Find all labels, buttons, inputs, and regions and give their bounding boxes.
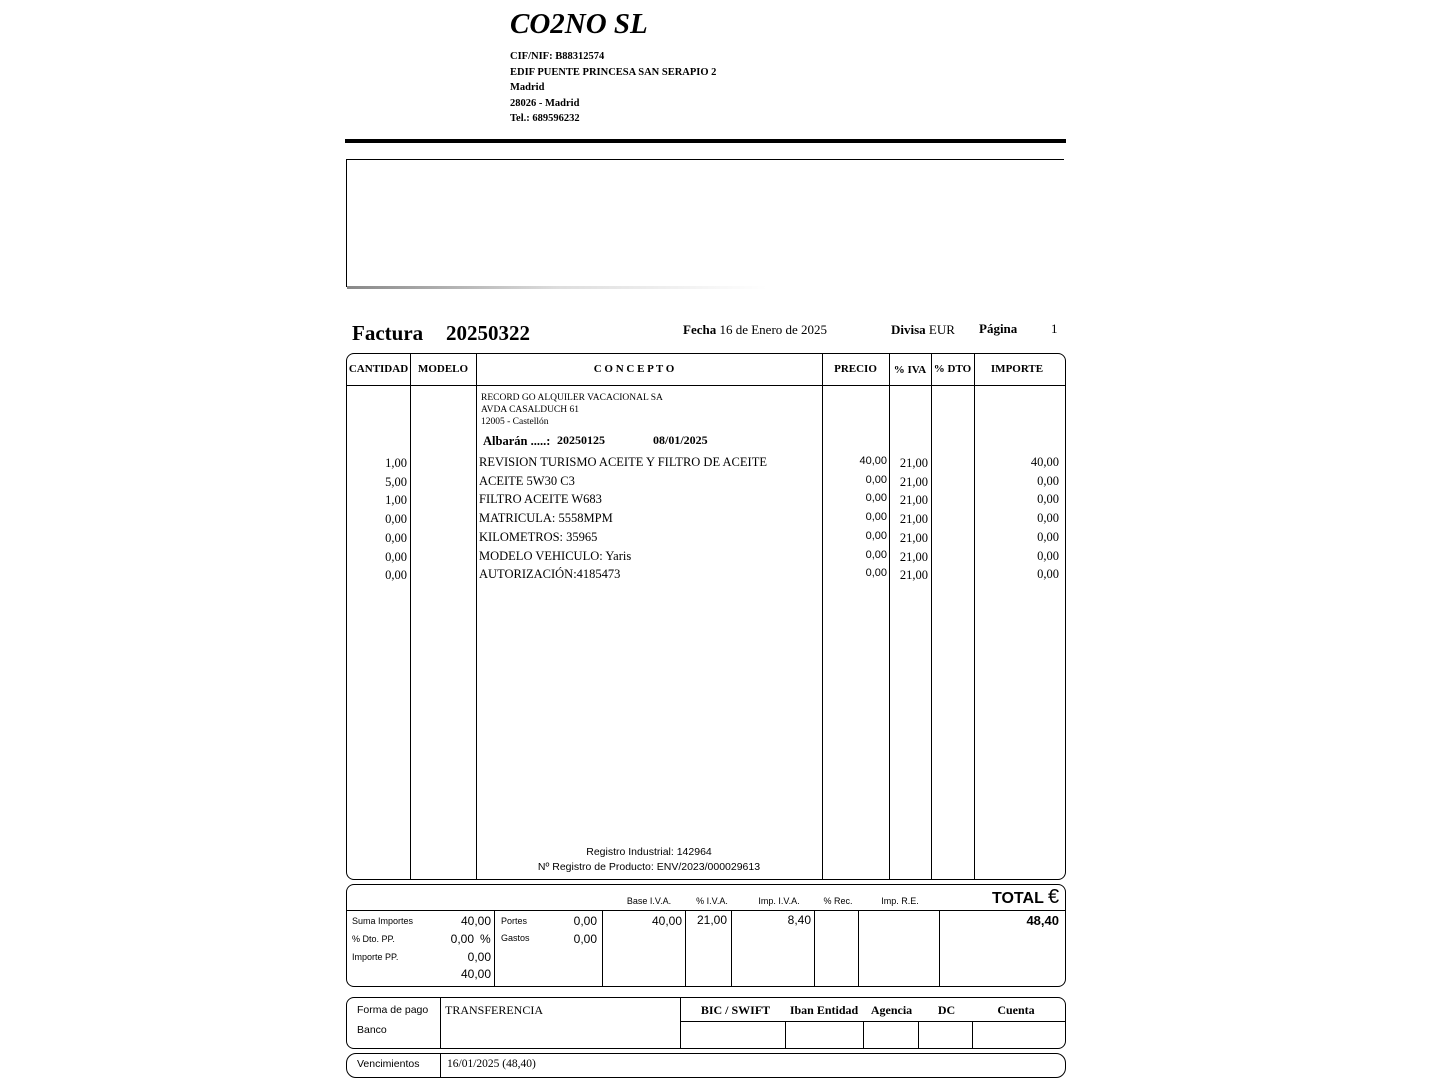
portes-label: Portes	[501, 916, 528, 926]
imp-re-header: Imp. R.E.	[881, 896, 919, 906]
fecha-value: 16 de Enero de 2025	[719, 322, 828, 337]
table-row	[347, 548, 1065, 567]
col-dto-header: % DTO	[933, 363, 972, 375]
table-row	[347, 510, 1065, 529]
banco-label: Banco	[357, 1024, 387, 1036]
pagina-label: Página	[979, 321, 1018, 336]
table-row	[347, 473, 1065, 492]
imp-iva-value: 8,40	[787, 913, 811, 927]
base-iva-value: 40,00	[651, 914, 682, 928]
forma-pago-label: Forma de pago	[357, 1004, 429, 1016]
pagina-value: 1	[1051, 321, 1058, 336]
table-row	[347, 566, 1065, 585]
row-iva: 21,00	[899, 568, 928, 583]
row-precio: 0,00	[865, 511, 887, 524]
row-precio: 0,00	[865, 529, 887, 542]
row-concepto: MODELO VEHICULO: Yaris	[479, 548, 632, 563]
header-divider	[345, 139, 1066, 143]
gastos-value: 0,00	[573, 932, 597, 946]
pct-iva-header: % I.V.A.	[696, 896, 728, 906]
table-row	[347, 491, 1065, 510]
row-importe: 0,00	[1037, 511, 1059, 526]
row-concepto: KILOMETROS: 35965	[479, 529, 598, 544]
col-cantidad-header: CANTIDAD	[348, 363, 409, 375]
vencimientos-label: Vencimientos	[357, 1058, 420, 1070]
fecha-label: Fecha	[683, 322, 717, 337]
bic-header: BIC / SWIFT	[700, 1003, 771, 1017]
row-concepto: REVISION TURISMO ACEITE Y FILTRO DE ACEITE	[479, 455, 767, 469]
client-address	[481, 392, 663, 428]
base-iva-header: Base I.V.A.	[626, 896, 672, 906]
row-iva: 21,00	[899, 456, 928, 470]
row-precio: 0,00	[865, 548, 887, 561]
row-cantidad: 5,00	[385, 474, 407, 489]
subtotal-value: 40,00	[460, 967, 491, 981]
suma-value: 40,00	[460, 914, 491, 928]
row-precio: 0,00	[865, 473, 887, 486]
row-precio: 0,00	[865, 492, 887, 505]
suma-label: Suma Importes	[352, 916, 414, 926]
gastos-label: Gastos	[501, 933, 530, 943]
company-address: EDIF PUENTE PRINCESA SAN SERAPIO 2	[510, 66, 717, 78]
cuenta-header: Cuenta	[997, 1003, 1035, 1017]
pct-rec-header: % Rec.	[823, 896, 853, 906]
row-importe: 0,00	[1037, 492, 1059, 507]
registro-industrial: Registro Industrial: 142964	[586, 846, 712, 858]
agencia-header: Agencia	[870, 1003, 913, 1017]
row-concepto: ACEITE 5W30 C3	[479, 473, 575, 488]
col-importe-header: IMPORTE	[990, 363, 1044, 375]
row-importe: 40,00	[1030, 455, 1059, 469]
row-importe: 0,00	[1037, 548, 1059, 563]
address-box	[346, 159, 1064, 287]
col-precio-header: PRECIO	[834, 363, 877, 375]
importe-pp-value: 0,00	[467, 950, 491, 964]
company-phone: Tel.: 689596232	[510, 113, 580, 125]
row-importe: 0,00	[1037, 529, 1059, 544]
dto-value: 0,00	[450, 932, 474, 946]
company-cif: CIF/NIF: B88312574	[510, 51, 605, 62]
col-modelo-header: MODELO	[417, 363, 469, 375]
company-details	[510, 49, 716, 127]
row-concepto: FILTRO ACEITE W683	[479, 492, 602, 507]
row-cantidad: 0,00	[385, 549, 407, 564]
dto-pct: %	[480, 932, 491, 946]
registro-producto: Nº Registro de Producto: ENV/2023/000029613	[537, 861, 761, 873]
euro-icon: €	[1048, 886, 1060, 908]
row-iva: 21,00	[899, 512, 928, 527]
invoice-label: Factura	[352, 321, 424, 345]
row-concepto: AUTORIZACIÓN:4185473	[479, 567, 621, 582]
row-precio: 0,00	[865, 567, 887, 580]
invoice-number: 20250322	[446, 321, 530, 345]
total-label: TOTAL	[992, 890, 1044, 907]
row-precio: 40,00	[859, 455, 887, 467]
client-street: AVDA CASALDUCH 61	[481, 405, 580, 415]
vencimientos-value: 16/01/2025 (48,40)	[447, 1058, 536, 1070]
dc-header: DC	[937, 1003, 956, 1017]
invoice-date	[683, 322, 827, 338]
dto-label: % Dto. PP.	[352, 934, 395, 944]
total-header	[992, 886, 1059, 909]
iban-header: Iban Entidad	[789, 1003, 859, 1017]
row-importe: 0,00	[1037, 473, 1059, 488]
row-iva: 21,00	[899, 549, 928, 564]
divisa-label: Divisa	[891, 322, 926, 337]
row-cantidad: 1,00	[385, 493, 407, 508]
portes-value: 0,00	[573, 914, 597, 928]
invoice-currency	[891, 322, 955, 338]
row-iva: 21,00	[899, 493, 928, 508]
table-row	[347, 454, 1065, 473]
imp-iva-header: Imp. I.V.A.	[758, 896, 800, 906]
company-name: CO2NO SL	[510, 8, 648, 40]
divisa-value: EUR	[928, 322, 955, 337]
client-name: RECORD GO ALQUILER VACACIONAL SA	[481, 393, 663, 403]
row-iva: 21,00	[899, 474, 928, 489]
importe-pp-label: Importe PP.	[352, 952, 399, 962]
col-iva-header: % IVA	[893, 364, 927, 376]
row-cantidad: 0,00	[385, 512, 407, 527]
row-iva: 21,00	[899, 530, 928, 545]
col-concepto-header: C O N C E P T O	[593, 363, 675, 375]
company-postal: 28026 - Madrid	[510, 97, 580, 109]
row-concepto: MATRICULA: 5558MPM	[479, 511, 613, 526]
row-cantidad: 0,00	[385, 568, 407, 583]
table-row	[347, 529, 1065, 548]
pct-iva-value: 21,00	[696, 913, 728, 927]
total-value: 48,40	[1026, 913, 1059, 928]
albaran-label: Albarán .....:	[483, 434, 551, 448]
row-importe: 0,00	[1037, 567, 1059, 582]
row-cantidad: 1,00	[385, 456, 407, 470]
albaran-number: 20250125	[557, 433, 605, 447]
client-city: 12005 - Castellón	[481, 417, 549, 427]
row-cantidad: 0,00	[385, 530, 407, 545]
address-box-shadow	[347, 286, 767, 289]
albaran-date: 08/01/2025	[653, 433, 708, 447]
company-city: Madrid	[510, 82, 545, 94]
forma-pago-value: TRANSFERENCIA	[445, 1003, 544, 1017]
